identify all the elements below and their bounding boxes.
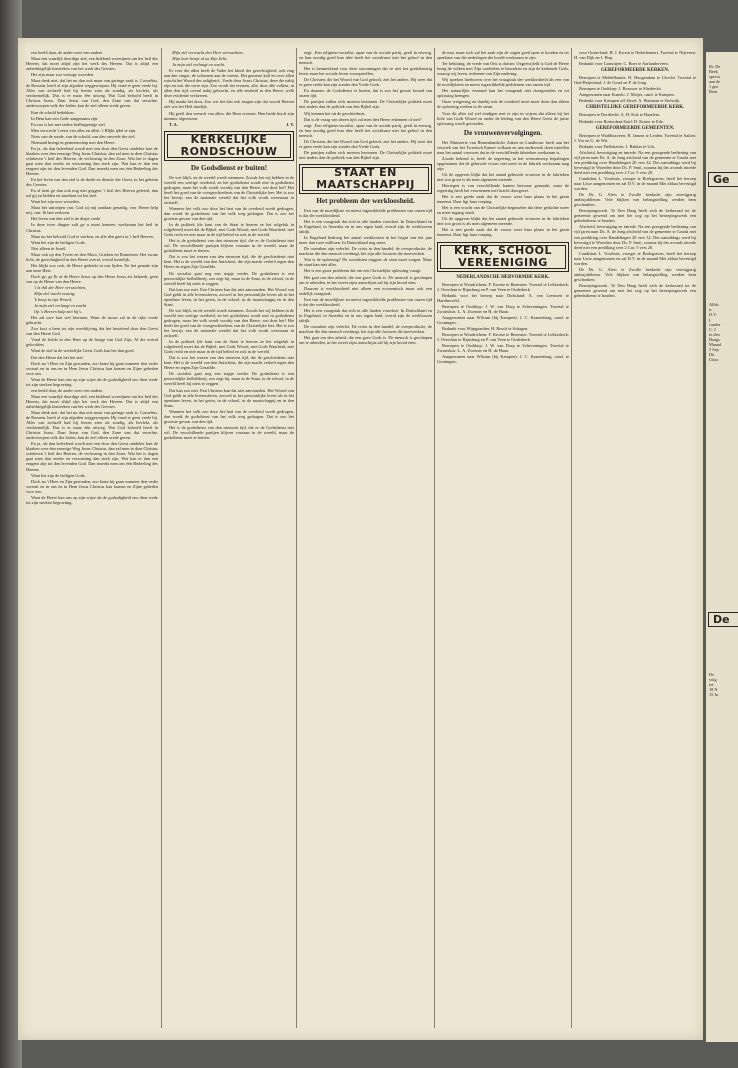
- paragraph: De socialist gaat nog een stapje verder. De godsdienst is een persoonlijke liefhebberij, zoo zegt hij, maar in de Staat, in de school, in de wereld heeft hij niets te zeggen.: [164, 270, 294, 286]
- paragraph: Het zal uwe hart wel bewaren. Want de trouw zal in de rijke vrede gebracht.: [26, 315, 158, 326]
- poem-line: Op 's Heeren hulp ziet hij's.: [34, 309, 83, 315]
- paragraph: Bedankt voor Wijngaarden: H. Bosch te Schagen.: [442, 325, 529, 331]
- article-headline: Het probleem der werkloosheid.: [316, 196, 415, 205]
- column-rule: [161, 48, 162, 1028]
- paragraph: Maar een waarlijk doordige ziel, een bidrlend woestijnen om het heil des Heeren, dat moet altijd zijn het werk des Heeren. Dat is altijd een onbedriegelijk kenteeken van het werk des Geestes.: [26, 56, 158, 72]
- paragraph: zegt: ,Een religieus-socialist, apart van de sociale partij, geeft in eeuwig, en hun noodig goed hun idee heeft het socialisme niet het geloof in den mensch.: [299, 50, 432, 66]
- paragraph: Niemand brengt in gemeenschap met den Heere.: [31, 139, 116, 145]
- paragraph: Het is kenmerkend voor deze stroomingen dat ze niet het godsdienstig leven maar het sociale leven vooropstellen.: [299, 66, 432, 77]
- poem-line: Ja mijn ziel verlangt en wacht.: [172, 62, 226, 68]
- paragraph: De wet blijft, en de wereld wordt stemmen. Zooals het wij hebben in de wereld een wettige overheid, en het godsdienst wordt niet in godsdienst gedragen, maar het volk wordt voorbij van den Heere, wat doet het? Het heeft het goed van de voorgeschiedenis van de Christelijke leer. Het is zoo het bewijs van de nationale wereld dat het volk wordt weerstaan in zichzelf.: [164, 174, 294, 205]
- column-rule: [434, 48, 435, 1028]
- poem-line: 't Is thil der Heer verwachten,: [34, 284, 87, 290]
- article-headline: De vrouwenvervolgingen.: [463, 128, 543, 137]
- paragraph: En al kent ge dan ook nog niet geggen: 't heil des Heeren geleerd, dan zal gij en bidden en smeeken tot het heil.: [26, 188, 158, 199]
- paragraph: En daarom: de Godsdienst er buiten, dat is zoo het groote kwaad van onzen tijd.: [299, 88, 432, 99]
- paragraph: Doch na 't Heer en Zijn gezonden, zoo komt hij gaan wanneer den vader vooruit en in ons en in Hem Jezus Christus kan komen en Zijne gebeden voor ons.: [26, 360, 158, 376]
- paragraph: Beroepen te Woudrichem: F. Kroese te Beemster. Tweetal te Lekkerkerk: J. Overduin te Rijnsburg en P. van Veen te Ouderkerk.: [437, 281, 569, 292]
- column-1: [26, 50, 158, 506]
- paragraph: Het is een groot probleem dat om een Christelijke oplossing vraagt.: [304, 268, 422, 274]
- paragraph: Beroepen te Middelharnis: H. Hoogendam te Utrecht. Tweetal te Oud-Beijerland: J. de Graaf en P. de Jong.: [574, 75, 696, 86]
- column-4: [437, 50, 569, 365]
- paragraph: Doch na 't Heer en Zijn gezonden, zoo komt hij gaan wanneer den vader vooruit en in ons en in Hem Jezus Christus kan komen en Zijne gebeden voor ons.: [26, 478, 158, 494]
- paragraph: Wanneer het volk zoo door het hart van de overheid wordt gedragen, dan wordt de godsdienst van het volk weg gedragen. Dat is zoo het grootste gevaar van den tijd.: [164, 408, 294, 424]
- paragraph: Het gaat om den arbeid, die een gave Gods is. De mensch is geschapen om te arbeiden, in het zweet zijns aanschijns zal hij zijn brood eten.: [299, 335, 432, 346]
- paragraph: Het is een vraagstuk dat zich in alle landen voordoet. In Duitschland en in Engeland, in Amerika en in ons eigen land, overal zijn de werkloozen talrijk.: [299, 307, 432, 323]
- poem-line: Mijn hart hoopt al na Zijn licht,: [172, 56, 228, 62]
- paragraph: Niets van de ronde, van de schuld, van den onvrede der ziel.: [31, 133, 136, 139]
- paragraph: De Ds. G. Alers te Zwolle herdacht zijn veertigjarig ambtsjubileum. Vele blijken van belangstelling werden hem geschonken.: [574, 266, 696, 282]
- paragraph: Onze wetgeving en daarbij ook de overheid moet meer doen dan alleen de oplossing zoeken in de steun.: [437, 99, 569, 110]
- section-logo-kerk-school-vereeniging: KERK, SCHOOL VEREENIGING: [437, 242, 569, 272]
- paragraph: Beroepingswerk. Te Den Haag heeft zich de kerkeraad tot de gemeente gewend om met het oog op het beroepingswerk een gebedsdienst te houden.: [574, 208, 696, 224]
- paragraph: Zooals bekend is, heeft de regeering in het wetsontwerp bepalingen opgenomen dat de gehuwde vrouw niet meer in de fabriek werkzaam mag zijn.: [437, 155, 569, 171]
- paragraph: Bedankt voor Rotterdam-Zuid: D. Koster te Ede.: [579, 118, 664, 124]
- paragraph: Maar ook op den Tyrier en den Moor, Grieken en Romeinen. Het zwaar licht, de gerechtigheid in den Heere overal, overal kostelijk.: [26, 251, 158, 262]
- paragraph: Wat is de oplossing? De socialisten zeggen: de staat moet zorgen. Maar de staat kan niet alles.: [299, 257, 432, 268]
- poem-line: Mijn ziel verwacht den Heer verwachten,: [172, 50, 244, 55]
- subsection-heading: GEREFORMEERDE GEMEENTEN.: [595, 125, 675, 131]
- paragraph: Want de ziel in de werkelijke Geest Gods kan het dan goed.: [31, 348, 135, 354]
- paragraph: Er voor die allen heeft de Vader het kleed der gerechtigheid, ook ring aan den vinger, de schoenen aan de voeten. Het gemeste kalf en over allen ruischt het Woord der zaligheid: ,Vrede door Jezus Christus, deze die nabij zijn en ook die verre zijn. Zoo wordt het ervaren, alle, door alle volken, in allen den tijd, overal nabij gebracht, en alle eenheid in den Heere, welk deze evidentie verkeeren.: [164, 68, 294, 99]
- paragraph: Want de Heere kan ons op zijn wijze als de godzaligheid zoo dien vrede tot zijn sterken begroeting.: [26, 494, 158, 505]
- paragraph: Wij spreken hierboven over het vraagstuk der werkloosheid als een van de moeilijksten en meest ingewikkelde problemen van onzen tijd.: [437, 77, 569, 88]
- paragraph: Niet alleen in Israël.: [31, 245, 67, 251]
- paragraph: En het leven van den ziel is de derde en dienste der Geest, in het geheim des Geestes.: [26, 177, 158, 188]
- paragraph: Het leven van den ziel is de diepe vrede.: [31, 216, 102, 222]
- paragraph: Beroepingswerk. Te Den Haag heeft zich de kerkeraad tot de gemeente gewend om met het oog op het beroepingswerk een gebedsdienst te houden.: [574, 282, 696, 299]
- adjacent-text: Br. De Beek specia aan de 1 gez Bern: [709, 64, 721, 94]
- paragraph: Vond de liefde in den Heer op de hooge van God Zijn, Al die overal geloofden,: [26, 337, 158, 348]
- paragraph: Doch ge, ge Ik of de Heere Jezus op den Heere Jezus als behoedt, geen van op de Heere van den Heere.: [26, 273, 158, 284]
- paragraph: Want het zijn de heiligen Gods.: [31, 239, 86, 245]
- paragraph: Hiertegen is van verschillende kanten bezwaar gemaakt, maar de regeering heeft het voornemen met kracht doorgezet.: [437, 183, 569, 194]
- paragraph: Candidaat L. Voorhuis, vroeger te Bodegraven, heeft het beroep naar Lisse aangenomen en zal D.V. in de maand Mei aldaar bevestigd worden.: [574, 175, 696, 192]
- paragraph: Beroepen te Waddinxveen: H. Jansen te Leiden. Tweetal te Aalten: J. Vos en G. de Wit.: [574, 132, 696, 143]
- paragraph: voor Oosterland: H. J. Kroon te Nederhemert. Tweetal te Nijeveen: H. van Dijk en J. Hop.: [574, 50, 696, 61]
- paragraph: De wet blijft, en de wereld wordt stemmen. Zooals het wij hebben in de wereld een wettige overheid, en het godsdienst wordt niet in godsdienst gedragen, maar het volk wordt voorbij van den Heere, wat doet het? Het heeft het goed van de voorgeschiedenis van de Christelijke leer. Het is zoo het bewijs van de nationale wereld dat het volk wordt weerstaan in zichzelf.: [164, 307, 294, 339]
- paragraph: En zoo is het met iedere heilbegeerige ziel.: [31, 121, 106, 127]
- adjacent-text: Alfsb tr. D.V. j. cander C. J in den Haags Maand 5 Sep Dit Uitzo: [709, 302, 721, 362]
- section-logo-staat-en-maatschappij: STAAT EN MAATSCHAPPIJ: [299, 164, 432, 194]
- adjacent-text: De volg tot 18 N 15 Ju: [709, 672, 719, 697]
- paragraph: Het gaat om den arbeid, die een gave Gods is. De mensch is geschapen om te arbeiden, in het zweet zijns aanschijns zal hij zijn brood eten.: [299, 274, 432, 285]
- paragraph: In Engeland bedroeg het aantal werkloozen in het begin van het jaar meer dan twee millioen. In Duitschland nog meer.: [299, 235, 432, 246]
- paragraph: Een van de moeilijkste en meest ingewikkelde problemen van onzen tijd is dat der werkloosheid.: [299, 296, 432, 307]
- adjacent-section-logo: Ge: [708, 172, 738, 187]
- paragraph: Dat is de vraag van dezen tijd: zal men den Heere erkennen of niet?: [304, 116, 422, 122]
- paragraph: In deze twee dingen zult ge u moet kennen: werkzaam het heil in Christus.: [26, 222, 158, 233]
- poem-line: Mijn ziel wacht eeuwig;: [34, 291, 76, 297]
- paragraph: Daarom is werkloosheid niet alleen een economisch maar ook een zedelijk vraagstuk.: [299, 285, 432, 296]
- paragraph: En ja, als dan beleefend wordt met een door den Geest ontdekte hart de klaaken over den eeuwige Weg Jezus Christus, dan zal men in dien Christus schitteren 't heil des Heeren, de verlossing in den Zoon. Wat het is dagen gaat men dan verder en verzoening dan sterk zijn. Wat kan er dan een reagent zijn tot den levenden God. Dan smeekt men om één Bedeeling des Heeren.: [26, 441, 158, 472]
- paragraph: Het is de godsdienst van den nieuwen tijd, die er de Godsdienst niet wil. De verschillende partijen blijven vooraan in de wereld, maar de godsdienst moet er buiten.: [164, 424, 294, 440]
- paragraph: In de politiek (de kant van de Staat te heeren ze het rolgeluk in rolgeleerd) moet dat de Bijbel, met Gods Woord, met Gods Waarheid, met Gods recht en niet maar in de tijd beleid en ook in de wereld.: [164, 339, 294, 355]
- paragraph: Dat den Heere dat het het ziel.: [31, 354, 84, 360]
- paragraph: En ja, als dan beleefend wordt met een door den Geest ontdekte hart de klaaken over den eeuwige Weg Jezus Christus, dan zal men in dien Christus schitteren 't heil des Heeren, de verlossing in den Zoon. Wat het is dagen gaat men dan verder en verzoening dan sterk zijn. Wat kan er dan een reagent zijn tot den levenden God. Dan smeekt men om één Bedeeling des Heeren.: [26, 145, 158, 177]
- paragraph: Het zijn maar zoo weinige woorden.: [31, 72, 95, 78]
- paragraph: De partijen zullen zich moeten bezinnen. De Christelijke politiek moet niet anders dan de politiek van den Bijbel zijn.: [299, 149, 432, 160]
- paragraph: Maar een waarlijk doordige ziel, een bidrlend woestijnen om het heil des Heeren, dat moet altijd zijn het werk des Heeren. Dat is altijd een onbedriegelijk kenteeken van het werk des Geestes.: [26, 393, 158, 409]
- paragraph: Uit de opgaven blijkt dat het aantal gehuwde vrouwen in de fabrieken niet zoo groot is als men algemeen meende.: [437, 171, 569, 182]
- paragraph: Maar nu het beloofd God te werken, en alle den geest in 't heil Heeren.: [31, 233, 154, 239]
- paragraph: Dat kan zoo niet. Een Christen kan dat niet aanvaarden. Het Woord van God geldt in alle levenssferen, zoowel in het persoonlijke leven als in het openbare leven, in het gezin, in de school, in de maatschappij en in den Staat.: [164, 387, 294, 408]
- paragraph: Beroepen te Ouddorp: J. W. van Dorp te Scheveningen. Tweetal te Zwartsluis: L. A. Zwemer en H. de Haan.: [437, 343, 569, 354]
- paragraph: Uit de opgaven blijkt dat het aantal gehuwde vrouwen in de fabrieken niet zoo groot is als men algemeen meende.: [437, 216, 569, 227]
- paragraph: Het is een goede zaak dat de vrouw weer haar plaats in het gezin inneemt. Daar ligt haar roeping.: [437, 227, 569, 238]
- paragraph: Wanneer het volk zoo door het hart van de overheid wordt gedragen, dan wordt de godsdienst van het volk weg gedragen. Dat is zoo het grootste gevaar van den tijd.: [164, 205, 294, 222]
- paragraph: Ter beluiting, de vrede van Ons is duister. Ongetwijfeld is God de Heere bezig de volken met Zijn oordeelen te bezoeken en zijn de kerkende Gods, waarop wij leven, teekenen van Zijn nadering.: [437, 61, 569, 77]
- paragraph: Aangenomen naar Wilsum (bij Kampen): J. C. Kranenburg, cand. te Groningen.: [437, 314, 569, 325]
- paragraph: Bedankt voor Krimpen a/d IJssel: A. Huisman te Stolwijk.: [579, 98, 681, 104]
- paragraph: Dat is zoo het wezen van den nieuwen tijd, die de geschiedenis niet kent. Het is de wereld van den Antichrist, die zijn macht verheft tegen den Heere en tegen Zijn Gezalfde.: [164, 254, 294, 270]
- paragraph: Zoo kost u hem tot zijn overblijving dat het beoefend door den Geest van den Heere God.: [26, 326, 158, 337]
- paragraph: De Ds. G. Alers te Zwolle herdacht zijn veertigjarig ambtsjubileum. Vele blijken van belangstelling werden hem geschonken.: [574, 192, 696, 208]
- column-rule: [296, 48, 297, 1028]
- poem-line: Ja mijn ziel verlangt en wacht: [34, 303, 87, 309]
- paragraph: Candidaat L. Voorhuis, vroeger te Bodegraven, heeft het beroep naar Lisse aangenomen en zal D.V. in de maand Mei aldaar bevestigd worden.: [574, 250, 696, 266]
- paragraph: Het is de godsdienst van den nieuwen tijd, die er de Godsdienst niet wil. De verschillende partijen blijven vooraan in de wereld, maar de godsdienst moet er buiten.: [164, 238, 294, 254]
- paragraph: Afscheid, bevestiging en intrede. Na een gezegende bediening van vijf jaren nam Ds. A. de Jong afscheid van de gemeente te Gouda met een prediking over Handelingen 20 vers 32. Des namiddags werd hij bevestigd te Woerden door Ds. P. Smit, waarna hij des avonds intrede deed met een prediking over 2 Cor. 5 vers 20.: [574, 224, 696, 250]
- paragraph: In Hem kan een Gode aangenaam zijn.: [31, 115, 99, 121]
- paragraph: Maar het uitroepen van: God zij mij zondaar genadig, van: Heere help mij, van: Ik ben verloren.: [26, 205, 158, 216]
- paragraph: Afscheid, bevestiging en intrede. Na een gezegende bediening van vijf jaren nam Ds. A. de Jong afscheid van de gemeente te Gouda met een prediking over Handelingen 20 vers 32. Des namiddags werd hij bevestigd te Woerden door Ds. P. Smit, waarna hij des avonds intrede deed met een prediking over 2 Cor. 5 vers 20.: [574, 149, 696, 175]
- paragraph: De socialist gaat nog een stapje verder. De godsdienst is een persoonlijke liefhebberij, zoo zegt hij, maar in de Staat, in de school, in de wereld heeft hij niets te zeggen.: [164, 371, 294, 387]
- paragraph: Wij kennen het uit de geschiedenis.: [304, 110, 366, 116]
- paragraph: Bedankt voor Gansoijen: C. Boer te Aarlanderveen.: [579, 61, 669, 67]
- paragraph: Het natuurlijke verstand kan het vraagstuk niet doorgronden en tot oplossing brengen.: [437, 88, 569, 99]
- paragraph: Hij maakt het door, Zoo wis het dan ook mogen zijn dat woord Heeren ziet wis het Heil daarlijk.: [164, 99, 294, 110]
- paragraph: de mat, maar toch zal het zaak zijn de oogen goed open te houden en ter openbare van die nederlagen die hoofd-werkzaam te zijn.: [437, 50, 569, 61]
- paragraph: zegt: ,Een religieus-socialist, apart van de sociale partij, geeft in eeuwig, en hun noodig goed hun idee heeft het socialisme niet het geloof in den mensch.: [299, 122, 432, 138]
- paragraph: Bedankt voor Delfshaven: J. Bakker te Urk.: [579, 143, 656, 149]
- paragraph: Dat kan zoo niet. Een Christen kan dat niet aanvaarden. Het Woord van God geldt in alle levenssferen, zoowel in het persoonlijke leven als in het openbare leven, in het gezin, in de school, in de maatschappij en in den Staat.: [164, 286, 294, 307]
- paragraph: Dat is zoo het wezen van den nieuwen tijd, die de geschiedenis niet kent. Het is de wereld van den Antichrist, die zijn macht verheft tegen den Heere en tegen Zijn Gezalfde.: [164, 355, 294, 371]
- paragraph: Het is een goede zaak dat de vrouw weer haar plaats in het gezin inneemt. Daar ligt haar roeping.: [437, 194, 569, 205]
- paragraph: De Christen, die het Woord van God gelooft, ziet het anders. Hij weet dat er geen vrede kan zijn zonder den Vrede Gods.: [299, 77, 432, 88]
- paragraph: een beeld daar, de ander weer een andere.: [31, 50, 104, 55]
- column-5: [574, 50, 696, 299]
- subsection-heading: NEDERLANDSCHE HERVORMDE KERK.: [456, 274, 550, 280]
- paragraph: Beroepen te Woudrichem: F. Kroese te Beemster. Tweetal te Lekkerkerk: J. Overduin te Rijnsburg en P. van Veen te Ouderkerk.: [437, 331, 569, 343]
- paragraph: een beeld daar, de ander weer een andere.: [31, 387, 104, 393]
- paragraph: Kan de schuld bedekken.: [31, 109, 75, 115]
- paragraph: Maar denk niet, dat het nu dan ook maar van geringe zaak is. Cornelius, de Romein, heeft al zijn afgoden weggeworpen. Hij vond er geen vrede bij. Alles van zichzelf had hij leeren zien als zondig, als bevlekt, als verdoemelijk. Dus is er maar één uitweg. Wat God beloofd heeft in Christus Jezus. Daar Jezus van God, den Zone van dat verachte, onderworpen volk der Joden, kan de ziel alleen vrede geven.: [26, 78, 158, 109]
- paragraph: Hij geeft den wensch van allen, die Hem vreezen. Hen beide hooft zijn nimmer afgewezen.: [164, 110, 294, 121]
- paragraph: Een van de moeilijkste en meest ingewikkelde problemen van onzen tijd is dat der werkloosheid.: [299, 207, 432, 218]
- paragraph: De oorzaken zijn velerlei. De crisis in den handel, de overproductie, de machine die den mensch verdringt, het zijn alle factoren die meewerken.: [299, 246, 432, 257]
- paragraph: Beroepen te Dordrecht: A. H. Kok te Haarlem.: [579, 112, 661, 118]
- paragraph: Aangenomen naar Ermelo: J. Meijer, cand. te Kampen.: [579, 92, 675, 98]
- paragraph: Aangenomen naar Wilsum (bij Kampen): J. C. Kranenburg, cand. te Groningen.: [437, 354, 569, 365]
- column-2: [164, 50, 294, 441]
- paragraph: In de politiek (de kant van de Staat te heeren ze het rolgeluk in rolgeleerd) moet dat de Bijbel, met Gods Woord, met Gods Waarheid, met Gods recht en niet maar in de tijd beleid en ook in de wereld.: [164, 222, 294, 238]
- paragraph: De partijen zullen zich moeten bezinnen. De Christelijke politiek moet niet anders dan de politiek van den Bijbel zijn.: [299, 99, 432, 110]
- adjacent-page-edge: [706, 52, 738, 1042]
- paragraph: Het is een vraagstuk dat zich in alle landen voordoet. In Duitschland en in Engeland, in Amerika en in ons eigen land, overal zijn de werkloozen talrijk.: [299, 219, 432, 235]
- column-3: [299, 50, 432, 346]
- article-headline: De Godsdienst er buiten!: [190, 163, 268, 172]
- paragraph: Het Ministerie van Binnenlandsche Zaken en Landbouw heeft aan het verzoek van het Twentsch Kamer volkaan en aan onderzoek doen instellen naar het aantal vrouwen dat in de verschillende fabrieken werkzaam is.: [437, 139, 569, 155]
- paragraph: Beroepen te Ouddorp: J. Brouwer te Sliedrecht.: [579, 86, 662, 92]
- paragraph: De Christen, die het Woord van God gelooft, ziet het anders. Hij weet dat er geen vrede kan zijn zonder den Vrede Gods.: [299, 138, 432, 149]
- paragraph: Beroepen te Ouddorp: J. W. van Dorp te Scheveningen. Tweetal te Zwartsluis: L. A. Zwemer en H. de Haan.: [437, 303, 569, 314]
- subsection-heading: GEREFORMEERDE KERKEN.: [601, 68, 669, 74]
- paragraph: Het is een vrucht van de Christelijke beginselen dat deze gedachte meer en meer ingang vindt.: [437, 205, 569, 216]
- newspaper-page: [18, 38, 703, 1040]
- paragraph: Voor dit alles zal wel eindigen met te zijn in wijzen dat alleen bij het licht van Gods Woord en onder de leiding van den Heere Geest de juiste oplossing wordt gevonden.: [437, 110, 569, 126]
- poem-line: 'k hoop in zijn Woord,: [34, 297, 72, 303]
- paragraph: Bedankt voor het beroep naar Dirksland: A. van Leeuwen te Hardinxveld.: [437, 292, 569, 303]
- paragraph: Want het zijn uwe woorden.: [31, 199, 80, 205]
- subsection-heading: CHRISTELIJKE GEREFORMEERDE KERK.: [585, 105, 685, 111]
- paragraph: Maar denk niet, dat het nu dan ook maar van geringe zaak is. Cornelius, de Romein, heeft al zijn afgoden weggeworpen. Hij vond er geen vrede bij. Alles van zichzelf had hij leeren zien als zondig, als bevlekt, als verdoemelijk. Dus is er maar één uitweg. Wat God beloofd heeft in Christus Jezus. Daar Jezus van God, den Zone van dat verachte, onderworpen volk der Joden, kan de ziel alleen vrede geven.: [26, 410, 158, 441]
- section-logo-kerkelijke-rondschouw: KERKELIJKE RONDSCHOUW: [164, 131, 294, 161]
- paragraph: Want de Heere kan ons op zijn wijze als de godzaligheid zoo dien vrede tot zijn sterken begroeting.: [26, 376, 158, 387]
- paragraph: Want het zijn de heiligen Gods.: [31, 472, 86, 478]
- paragraph: Het blijkt zoo ook, de Heere gedenkt in ons lijden. En het genade zijn aan onze Heer.: [26, 262, 158, 273]
- column-rule: [571, 48, 572, 1028]
- adjacent-section-logo: De: [708, 612, 738, 627]
- paragraph: Men verwacht 't eerst van alles en allen. 't Blijkt ijdel te zijn.: [31, 127, 137, 133]
- signature: T. A. J. V.: [169, 121, 294, 127]
- paragraph: De oorzaken zijn velerlei. De crisis in den handel, de overproductie, de machine die den mensch verdringt, het zijn alle factoren die meewerken.: [299, 323, 432, 334]
